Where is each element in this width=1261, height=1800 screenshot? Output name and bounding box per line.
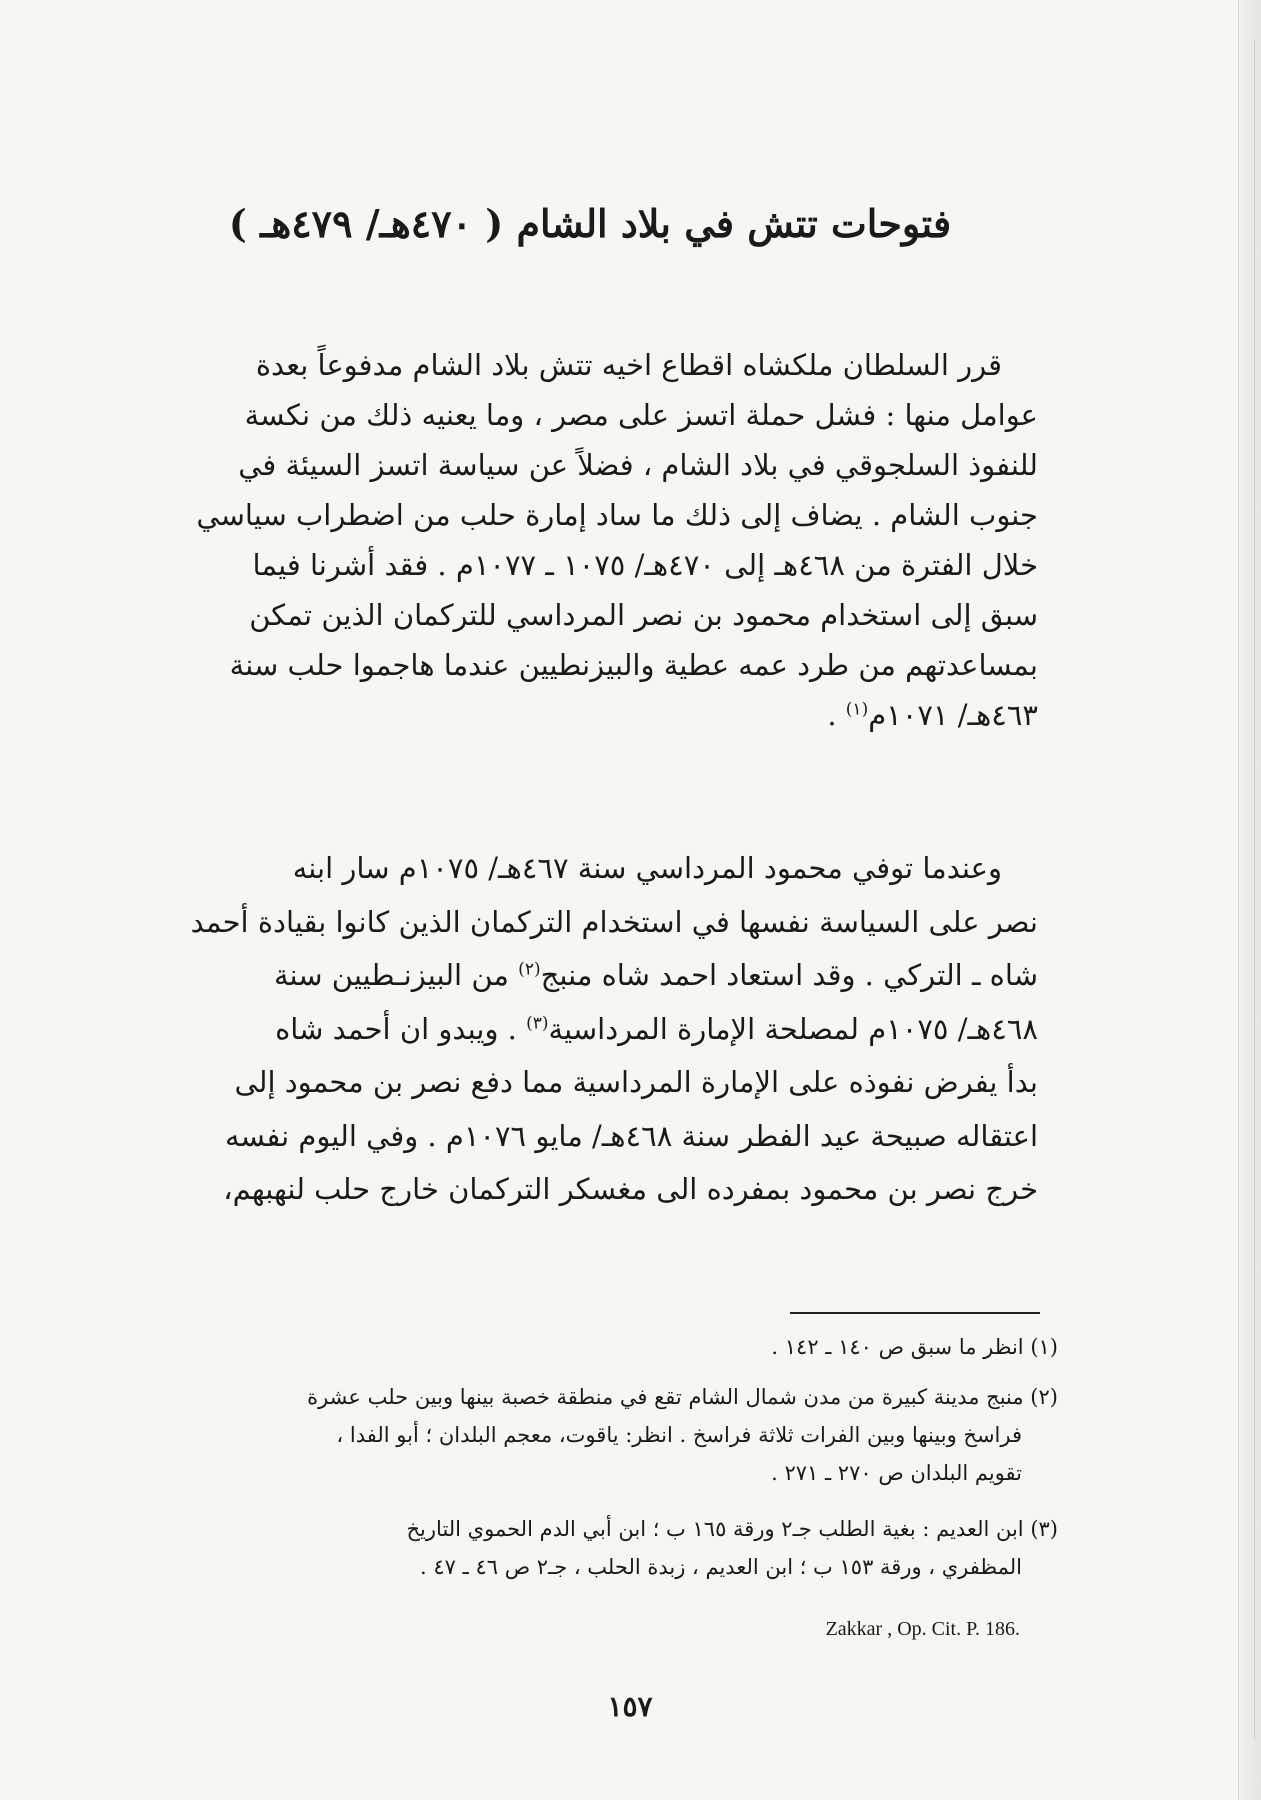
page-edge-line: [1254, 40, 1255, 1740]
footnote-latin-reference: Zakkar , Op. Cit. P. 186.: [825, 1618, 1020, 1640]
paragraph-2: [178, 842, 1038, 1217]
text-segment: شاه ـ التركي . وقد استعاد احمد شاه منبج: [540, 958, 1038, 992]
footnote-line: (٣) ابن العديم : بغية الطلب جـ٢ ورقة ١٦٥ ب ؛ ابن أبي الدم الحموي التاريخ: [406, 1517, 1058, 1541]
footnote-line: (١) انظر ما سبق ص ١٤٠ ـ ١٤٢ .: [771, 1335, 1058, 1359]
text-segment: .: [827, 698, 846, 732]
text-line: جنوب الشام . يضاف إلى ذلك ما ساد إمارة حلب من اضطراب سياسي: [196, 498, 1038, 532]
footnote-line: المظفري ، ورقة ١٥٣ ب ؛ ابن العديم ، زبدة الحلب ، جـ٢ ص ٤٦ ـ ٤٧ .: [420, 1555, 1022, 1579]
text-line: [178, 1003, 1038, 1057]
text-line: نصر على السياسة نفسها في استخدام التركمان الذين كانوا بقيادة أحمد: [190, 904, 1038, 939]
paragraph-1: [178, 340, 1038, 740]
text-line: للنفوذ السلجوقي في بلاد الشام ، فضلاً عن سياسة اتسز السيئة في: [238, 448, 1038, 482]
footnote-line: تقويم البلدان ص ٢٧٠ ـ ٢٧١ .: [771, 1461, 1022, 1485]
text-line: خرج نصر بن محمود بمفرده الى مغسكر التركمان خارج حلب لنهبهم،: [223, 1172, 1038, 1206]
footnote-ref: (١): [845, 699, 869, 720]
text-line: [178, 949, 1038, 1003]
text-line: سبق إلى استخدام محمود بن نصر المرداسي للتركمان الذين تمكن: [249, 598, 1038, 632]
text-line: خلال الفترة من ٤٦٨هـ إلى ٤٧٠هـ/ ١٠٧٥ ـ ١٠٧٧م . فقد أشرنا فيما: [252, 548, 1038, 582]
text-line: بمساعدتهم من طرد عمه عطية والبيزنطيين عندما هاجموا حلب سنة: [229, 648, 1038, 682]
footnote-2: [178, 1378, 1058, 1492]
footnote-divider: [790, 1312, 1040, 1314]
footnote-3: [178, 1510, 1058, 1586]
text-line: [178, 690, 1038, 740]
text-line: عوامل منها : فشل حملة اتسز على مصر ، وما يعنيه ذلك من نكسة: [244, 398, 1038, 432]
text-segment: . ويبدو ان أحمد شاه: [275, 1011, 527, 1046]
text-line: وعندما توفي محمود المرداسي سنة ٤٦٧هـ/ ١٠٧٥م سار ابنه: [292, 851, 1002, 885]
text-segment: ٤٦٨هـ/ ١٠٧٥م لمصلحة الإمارة المرداسية: [548, 1011, 1038, 1046]
page-title: فتوحات تتش في بلاد الشام ( ٤٧٠هـ/ ٤٧٩هـ ): [228, 201, 952, 246]
text-line: قرر السلطان ملكشاه اقطاع اخيه تتش بلاد الشام مدفوعاً بعدة: [255, 348, 1002, 382]
page-edge: [1238, 0, 1261, 1800]
page-number: ١٥٧: [607, 1690, 653, 1723]
text-segment: ٤٦٣هـ/ ١٠٧١م: [868, 698, 1038, 732]
text-line: بدأ يفرض نفوذه على الإمارة المرداسية مما دفع نصر بن محمود إلى: [234, 1065, 1038, 1099]
footnote-ref: (٣): [526, 1012, 549, 1033]
footnote-ref: (٢): [518, 959, 541, 980]
footnote-1: [178, 1328, 1058, 1366]
text-segment: من البيزنـطيين سنة: [273, 958, 519, 992]
footnote-line: فراسخ وبينها وبين الفرات ثلاثة فراسخ . انظر: ياقوت، معجم البلدان ؛ أبو الفدا ،: [336, 1423, 1022, 1447]
text-line: اعتقاله صبيحة عيد الفطر سنة ٤٦٨هـ/ مايو ١٠٧٦م . وفي اليوم نفسه: [224, 1118, 1038, 1153]
footnote-line: (٢) منبج مدينة كبيرة من مدن شمال الشام تقع في منطقة خصبة بينها وبين حلب عشرة: [307, 1385, 1058, 1409]
